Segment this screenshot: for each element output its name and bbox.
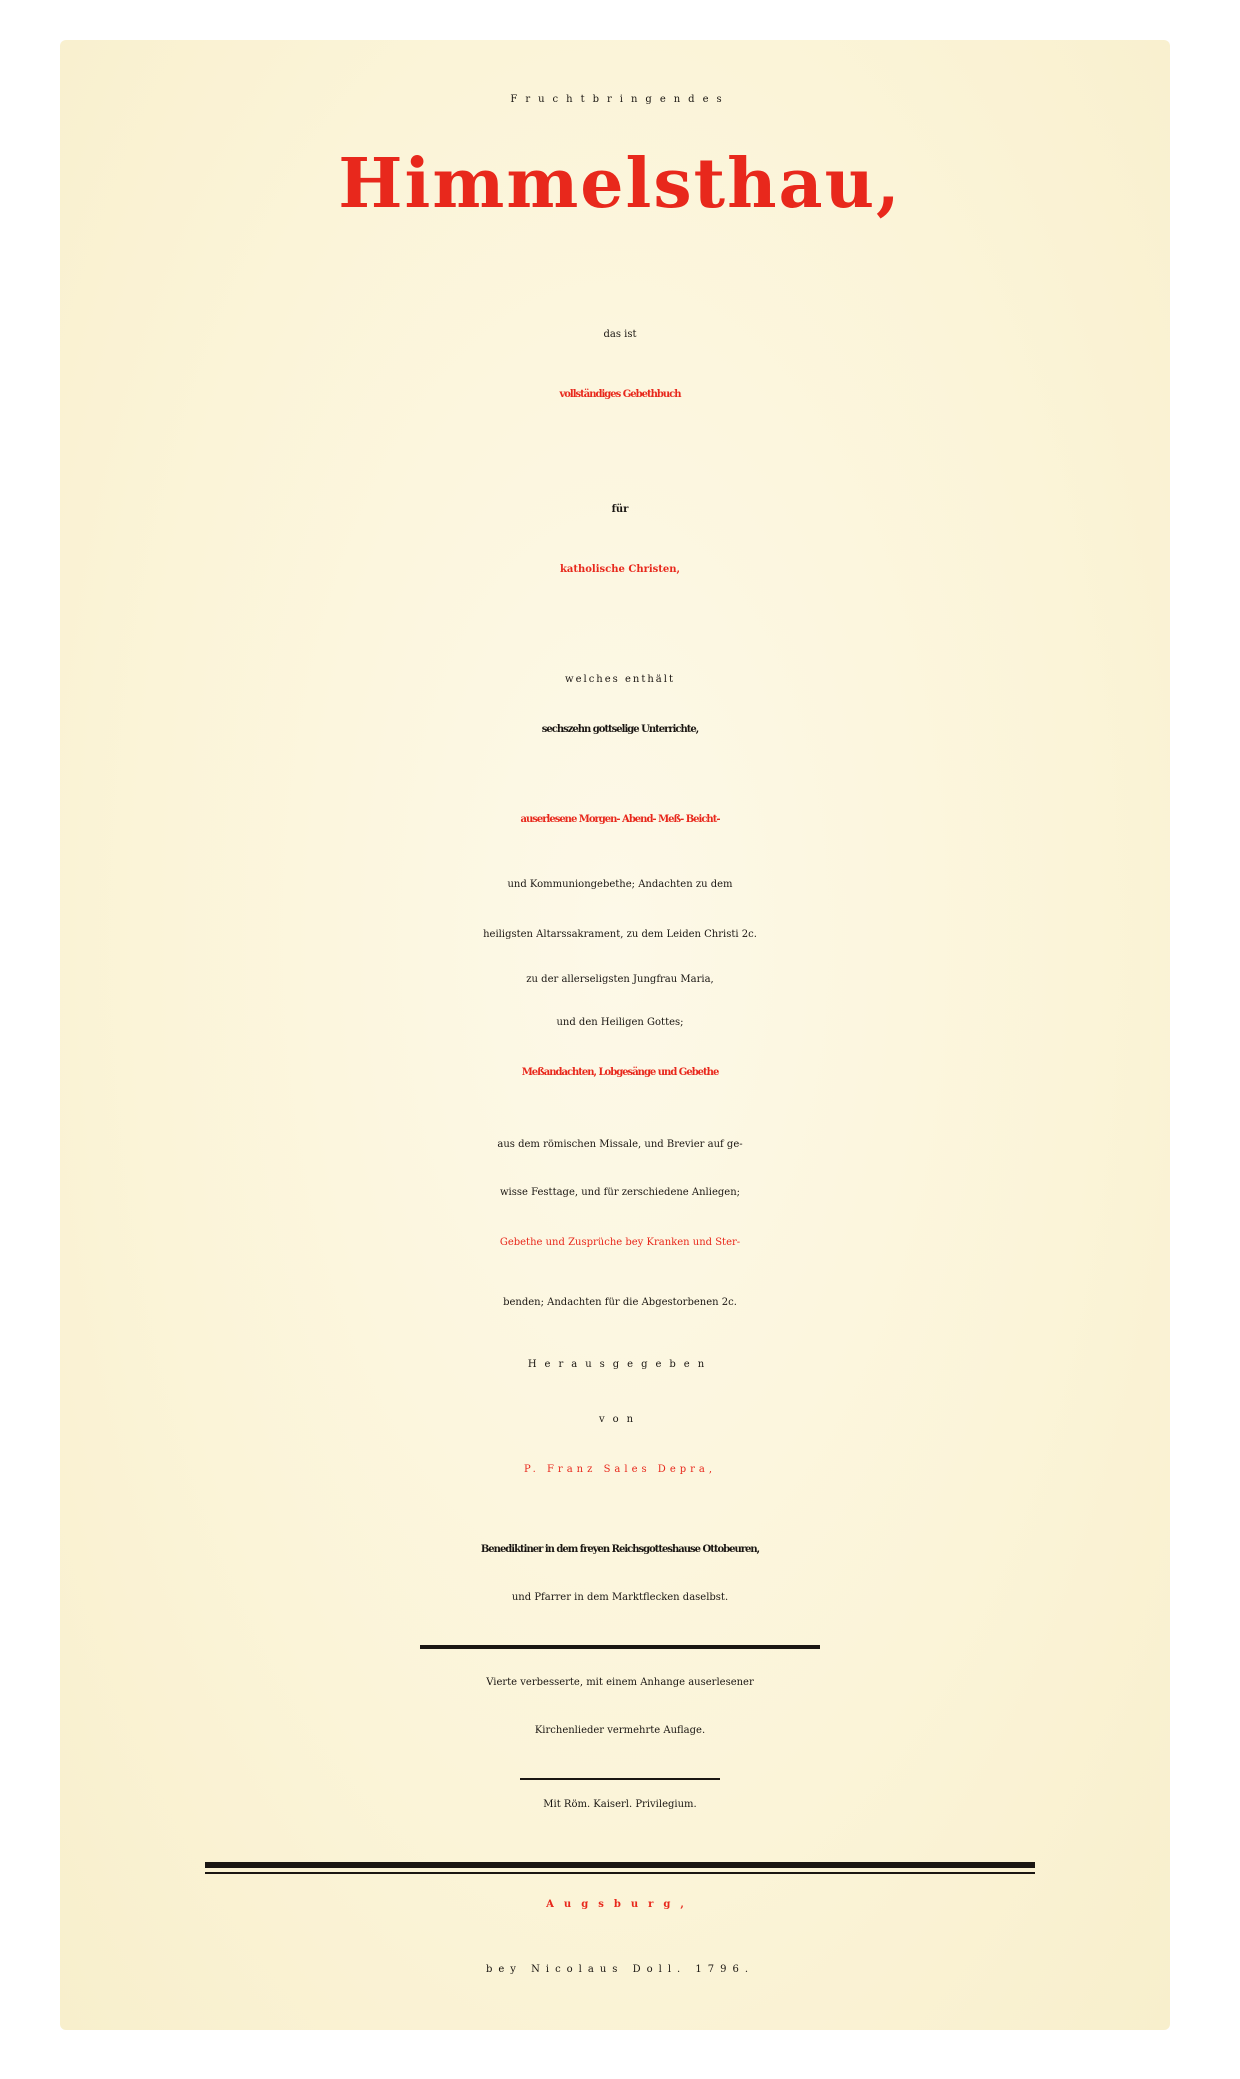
line-fuer: für — [611, 504, 629, 515]
author-name: P. Franz Sales Depra, — [523, 1464, 717, 1475]
main-title-himmelsthau: Himmelsthau, — [338, 144, 902, 224]
line-pfarrer: und Pfarrer in dem Marktflecken daselbst. — [511, 1592, 729, 1603]
short-divider — [420, 1645, 820, 1649]
subtitle-katholische-christen: katholische Christen, — [559, 564, 681, 575]
thick-divider-top — [205, 1862, 1035, 1868]
line-das-ist: das ist — [603, 329, 637, 340]
line-missale: aus dem römischen Missale, und Brevier auf ge- — [497, 1139, 743, 1150]
thick-divider-bottom — [205, 1872, 1035, 1874]
line-welches-enthaelt: welches enthält — [565, 674, 675, 685]
line-privilegium: Mit Röm. Kaiserl. Privilegium. — [543, 1799, 697, 1810]
line-benediktiner: Benediktiner in dem freyen Reichsgotteshause Ottobeuren, — [480, 1544, 760, 1555]
line-vierte-auflage: Vierte verbesserte, mit einem Anhange auserlesener — [486, 1677, 754, 1688]
line-unterrichte: sechszehn gottselige Unterrichte, — [541, 724, 699, 735]
subtitle-gebethbuch: vollständiges Gebethbuch — [559, 389, 681, 400]
line-auserlesene: auserlesene Morgen- Abend- Meß- Beicht- — [520, 814, 720, 825]
place-augsburg: Augsburg, — [546, 1899, 694, 1910]
line-gebethe-kranken: Gebethe und Zusprüche bey Kranken und Ster- — [499, 1237, 741, 1248]
line-kirchenlieder: Kirchenlieder vermehrte Auflage. — [534, 1725, 706, 1736]
line-messandachten: Meßandachten, Lobgesänge und Gebethe — [521, 1067, 719, 1078]
line-altarssakrament: heiligsten Altarssakrament, zu dem Leiden Christi 2c. — [483, 929, 757, 940]
title-line-fruchtbringendes: Fruchtbringendes — [510, 94, 730, 105]
line-heiligen-gottes: und den Heiligen Gottes; — [556, 1017, 684, 1028]
line-herausgegeben: Herausgegeben — [527, 1359, 713, 1370]
line-jungfrau-maria: zu der allerseligsten Jungfrau Maria, — [526, 974, 714, 985]
thin-divider — [520, 1778, 720, 1780]
line-abgestorbenen: benden; Andachten für die Abgestorbenen 2c. — [503, 1297, 737, 1308]
line-von: von — [598, 1414, 642, 1425]
line-festtage: wisse Festtage, und für zerschiedene Anliegen; — [499, 1187, 740, 1198]
line-kommuniongebethe: und Kommuniongebethe; Andachten zu dem — [507, 879, 733, 890]
line-publisher-date: bey Nicolaus Doll. 1796. — [485, 1964, 755, 1975]
